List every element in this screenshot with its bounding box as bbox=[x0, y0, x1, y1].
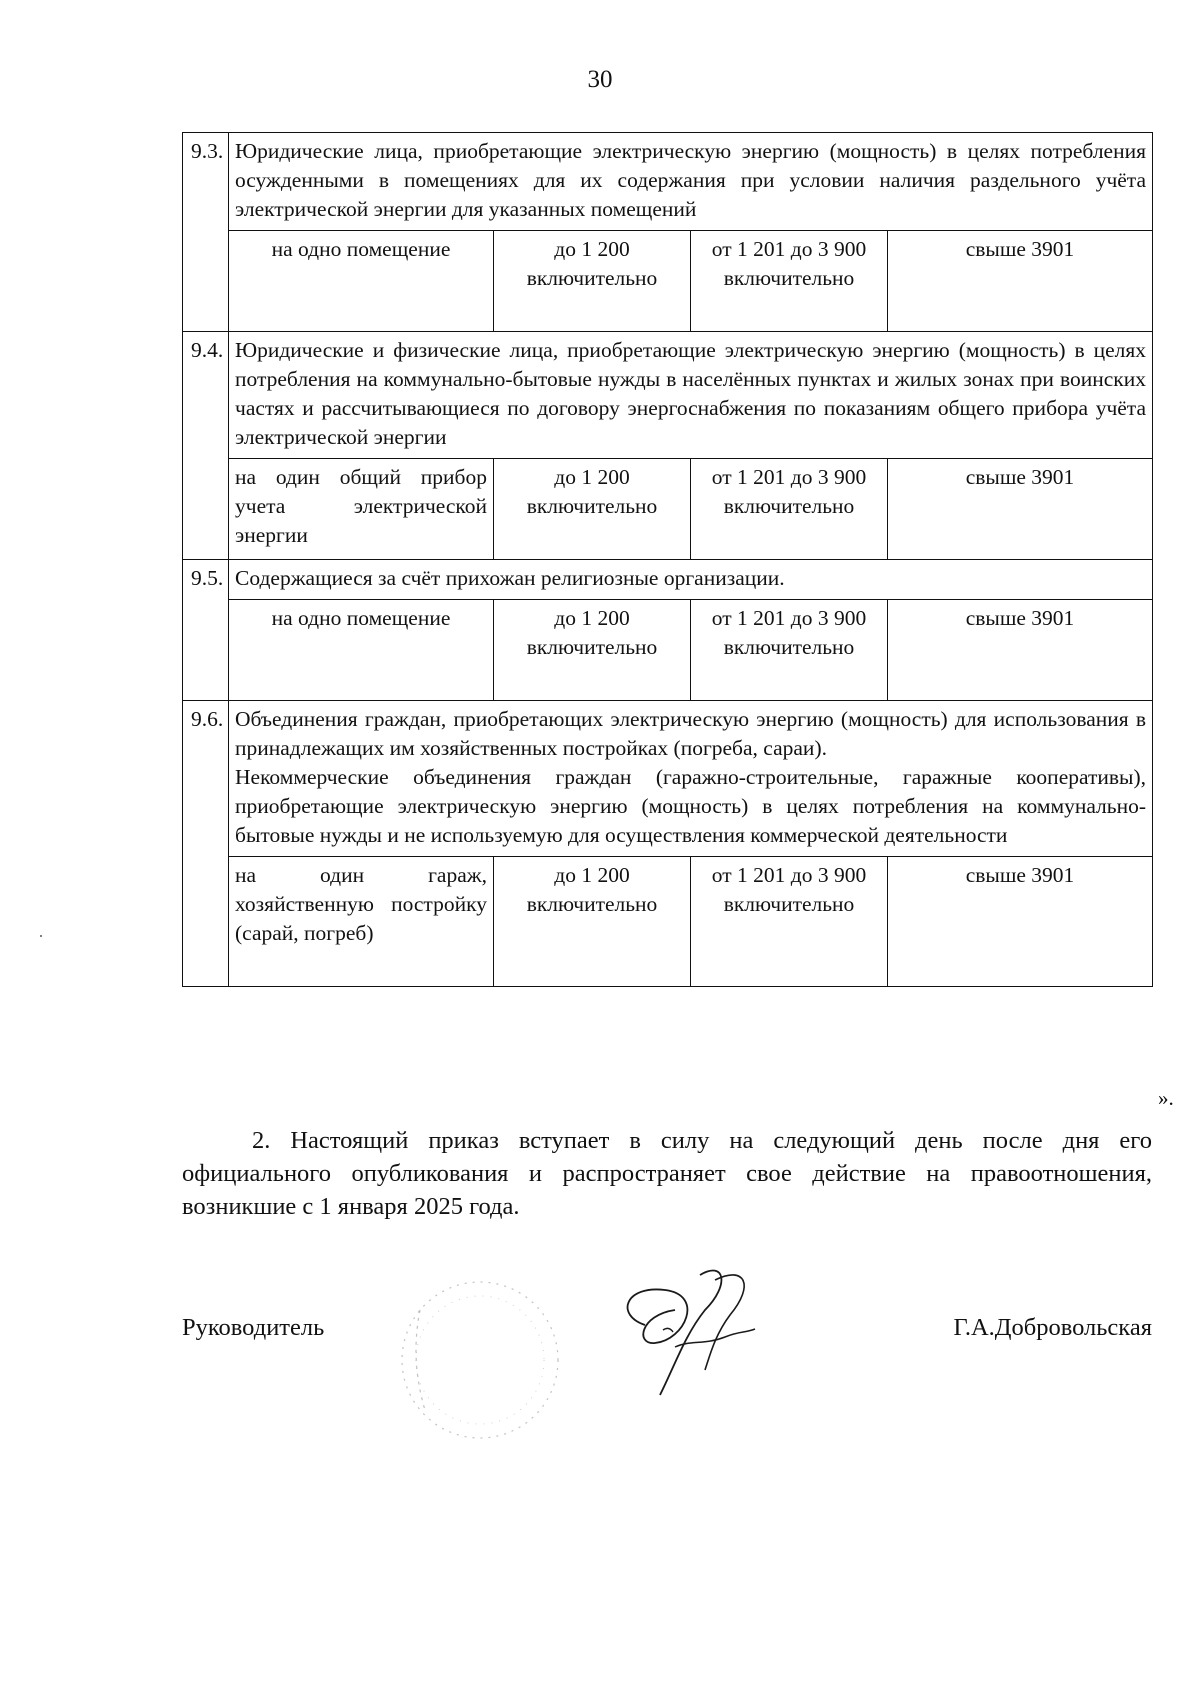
signature bbox=[605, 1255, 775, 1410]
row-number: 9.4. bbox=[183, 332, 229, 560]
signatory-name: Г.А.Добровольская bbox=[953, 1314, 1152, 1341]
row-description: Юридические и физические лица, приобретающие электрическую энергию (мощность) в целях потребления на коммунально-бытовые нужды в населённых пунктах и жилых зонах при воинских частях и рассчитывающиеся по договору энергоснабжения по показаниям общего прибора учёта электрической энергии bbox=[229, 332, 1153, 459]
table-row bbox=[183, 133, 1153, 231]
tier-2-cell: от 1 201 до 3 900 включительно bbox=[691, 857, 888, 987]
scan-dot bbox=[40, 935, 42, 937]
row-unit: на одно помещение bbox=[229, 600, 494, 701]
tier-3-cell: свыше 3901 bbox=[888, 857, 1153, 987]
page-number: 30 bbox=[587, 66, 613, 93]
table-row bbox=[183, 857, 1153, 987]
table-row bbox=[183, 459, 1153, 560]
row-description: Юридические лица, приобретающие электрическую энергию (мощность) в целях потребления осужденными в помещениях для их содержания при условии наличия раздельного учёта электрической энергии для указанных помещений bbox=[229, 133, 1153, 231]
row-description: Содержащиеся за счёт прихожан религиозные организации. bbox=[229, 560, 1153, 600]
table-row bbox=[183, 560, 1153, 600]
table-row bbox=[183, 332, 1153, 459]
tier-2-cell: от 1 201 до 3 900 включительно bbox=[691, 231, 888, 332]
row-unit: на одно помещение bbox=[229, 231, 494, 332]
tier-1-cell: до 1 200 включительно bbox=[494, 231, 691, 332]
table-row bbox=[183, 231, 1153, 332]
signatory-title: Руководитель bbox=[182, 1314, 325, 1341]
row-unit: на один гараж, хозяйственную постройку (сарай, погреб) bbox=[229, 857, 494, 987]
row-number: 9.6. bbox=[183, 701, 229, 987]
table-row bbox=[183, 600, 1153, 701]
tariff-table bbox=[182, 132, 1153, 987]
closing-quote: ». bbox=[1158, 1086, 1174, 1110]
tier-3-cell: свыше 3901 bbox=[888, 459, 1153, 560]
tier-3-cell: свыше 3901 bbox=[888, 600, 1153, 701]
paragraph-2: 2. Настоящий приказ вступает в силу на следующий день после дня его официального опубликования и распространяет свое действие на правоотношения, возникшие с 1 января 2025 года. bbox=[182, 1127, 1152, 1220]
row-description-part-2: Некоммерческие объединения граждан (гаражно-строительные, гаражные кооперативы), приобретающие электрическую энергию (мощность) в целях потребления на коммунально-бытовые нужды и не используемую для осуществления коммерческой деятельности bbox=[235, 765, 1147, 847]
tier-3-cell: свыше 3901 bbox=[888, 231, 1153, 332]
tier-1-cell: до 1 200 включительно bbox=[494, 459, 691, 560]
seal-stamp bbox=[380, 1250, 580, 1465]
table-row bbox=[183, 701, 1153, 857]
row-number: 9.3. bbox=[183, 133, 229, 332]
row-description-part-1: Объединения граждан, приобретающих электрическую энергию (мощность) для использования в принадлежащих им хозяйственных постройках (погреба, сараи). bbox=[235, 707, 1147, 760]
row-unit: на один общий прибор учета электрической энергии bbox=[229, 459, 494, 560]
tier-1-cell: до 1 200 включительно bbox=[494, 857, 691, 987]
tier-2-cell: от 1 201 до 3 900 включительно bbox=[691, 459, 888, 560]
tier-1-cell: до 1 200 включительно bbox=[494, 600, 691, 701]
row-description bbox=[229, 701, 1153, 857]
tier-2-cell: от 1 201 до 3 900 включительно bbox=[691, 600, 888, 701]
row-number: 9.5. bbox=[183, 560, 229, 701]
